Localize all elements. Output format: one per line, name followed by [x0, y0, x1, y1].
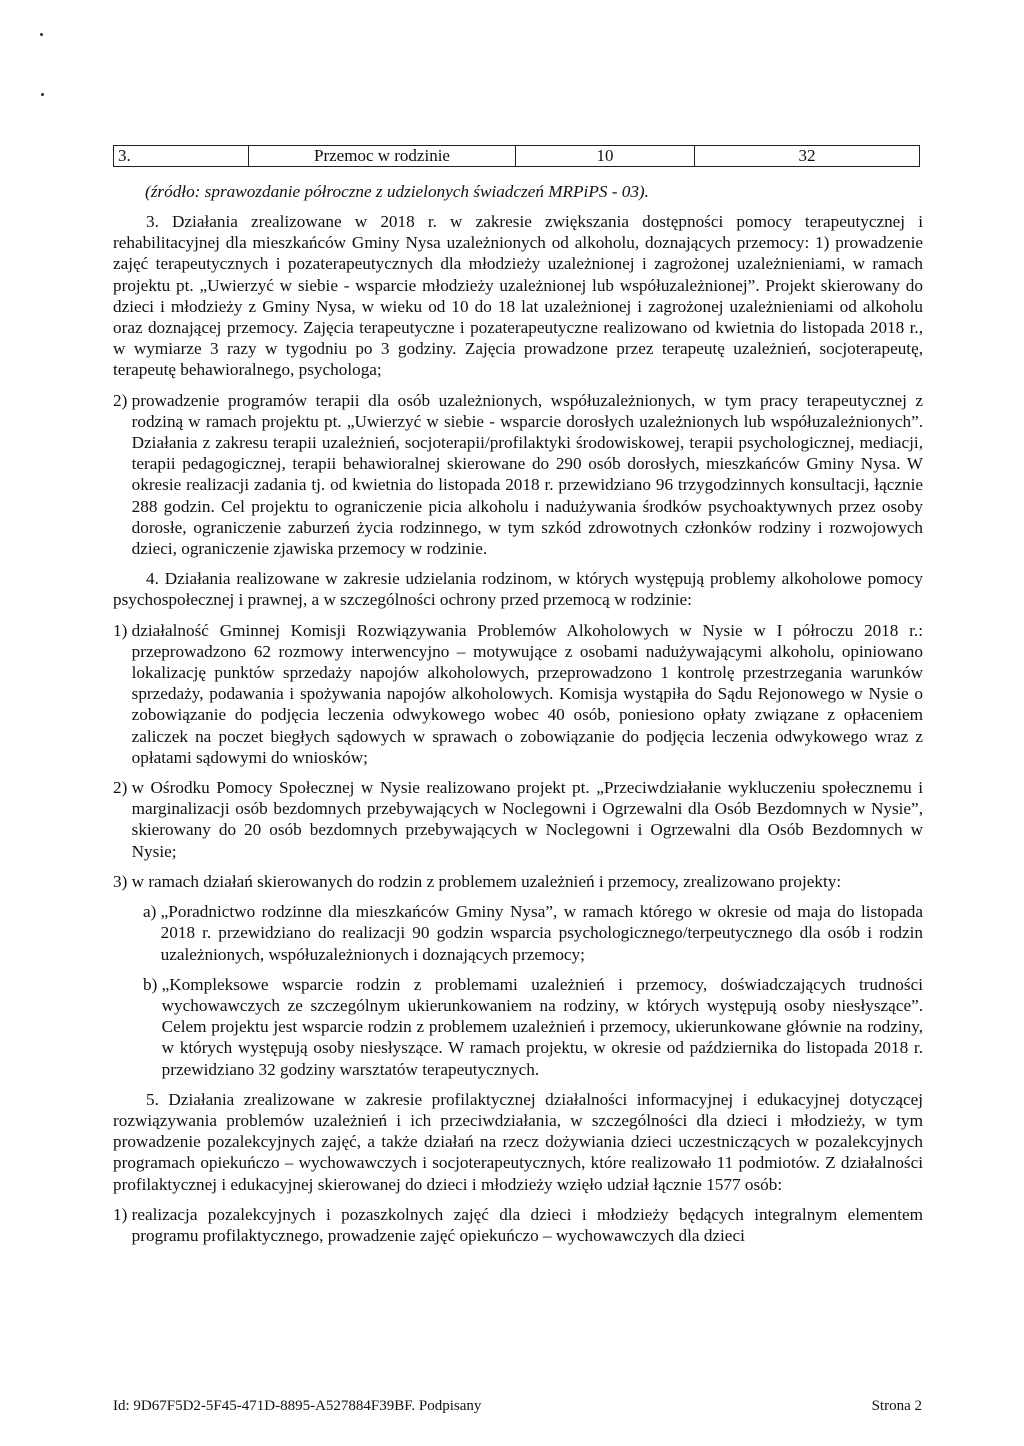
list-item	[113, 1204, 923, 1246]
list-marker: 3)	[113, 871, 132, 891]
source-note: (źródło: sprawozdanie półroczne z udzielonych świadczeń MRPiPS - 03).	[145, 182, 649, 201]
page-number: Strona 2	[871, 1398, 922, 1414]
list-marker: a)	[143, 902, 161, 922]
sub-list-item	[113, 901, 923, 965]
section-4-intro: 4. Działania realizowane w zakresie udzielania rodzinom, w których występują problemy alkoholowe pomocy psychospołecznej i prawnej, a w szczególności ochrony przed przemocą w rodzinie:	[113, 569, 923, 610]
section-5-intro: 5. Działania zrealizowane w zakresie profilaktycznej działalności informacyjnej i edukacyjnej dotyczącej rozwiązywania problemów uzależnień i ich przeciwdziałania, w szczególności dla dzieci i młodzieży, w tym prowadzenie pozalekcyjnych zajęć, a także działań na rzecz dożywiania dzieci uczestniczących w pozalekcyjnych programach opiekuńczo – wychowawczych i socjoterapeutycznych, które realizowało 11 podmiotów. Z działalności profilaktycznej i edukacyjnej skierowanej do dzieci i młodzieży wzięło udział łącznie 1577 osób:	[113, 1089, 923, 1194]
list-item-text: prowadzenie programów terapii dla osób uzależnionych, współuzależnionych, w tym pracy terapeutycznej z rodziną w ramach projektu pt. „Uwierzyć w siebie - wsparcie dorosłych uzależnionych lub współuzależnionych”. Działania z zakresu terapii uzależnień, socjoterapii/profilaktyki środowiskowej, terapii psychologicznej, mediacji, terapii pedagogicznej, terapii behawioralnej skierowane do 290 osób dorosłych, mieszkańców Gminy Nysa. W okresie realizacji zadania tj. od kwietnia do listopada 2018 r. przewidziano 96 trzygodzinnych konsultacji, łącznie 288 godzin. Cel projektu to ograniczenie picia alkoholu i nadużywania środków psychoaktywnych przez osoby dorosłe, ograniczenie zaburzeń życia rodzinnego, w tym szkód zdrowotnych członków rodziny i rozwojowych dzieci, ograniczenie zjawiska przemocy w rodzinie.	[131, 390, 923, 559]
list-item-text: „Poradnictwo rodzinne dla mieszkańców Gminy Nysa”, w ramach którego w okresie od maja do listopada 2018 r. przewidziano do realizacji 90 godzin wsparcia psychologicznego/terpeutycznego dla osób i rodzin uzależnionych, współuzależnionych i doznających przemocy;	[160, 902, 923, 964]
table-cell-value: 10	[516, 146, 695, 167]
list-item	[113, 777, 923, 862]
scan-speck	[40, 33, 43, 36]
list-marker: 2)	[113, 778, 132, 798]
list-item-text: realizacja pozalekcyjnych i pozaszkolnych zajęć dla dzieci i młodzieży będących integralnym elementem programu profilaktycznego, prowadzenie zajęć opiekuńczo – wychowawczych dla dzieci	[131, 1204, 923, 1245]
list-item-text: w ramach działań skierowanych do rodzin z problemem uzależnień i przemocy, zrealizowano projekty:	[131, 871, 842, 891]
list-marker: 2)	[113, 390, 132, 410]
list-item-text: w Ośrodku Pomocy Społecznej w Nysie realizowano projekt pt. „Przeciwdziałanie wykluczeniu społecznemu i marginalizacji osób bezdomnych przebywających w Noclegowni i Ogrzewalni dla Osób Bezdomnych w Nysie”, skierowany do 20 osób bezdomnych przebywających w Noclegowni i Ogrzewalni dla Osób Bezdomnych w Nysie;	[131, 778, 923, 861]
list-marker: b)	[143, 974, 162, 994]
list-item-text: działalność Gminnej Komisji Rozwiązywania Problemów Alkoholowych w Nysie w I półroczu 2018 r.: przeprowadzono 62 rozmowy interwencyjno – motywujące z osobami nadużywającymi alkoholu, opiniowano lokalizację punktów sprzedaży napojów alkoholowych, przeprowadzono 1 kontrolę przestrzegania warunków sprzedaży, podawania i spożywania napojów alkoholowych. Komisja wystąpiła do Sądu Rejonowego w Nysie o zobowiązanie do podjęcia leczenia odwykowego wobec 40 osób, poniesiono opłaty związane z opłaceniem zaliczek na poczet biegłych sądowych w sprawach o zobowiązanie do podjęcia leczenia odwykowego wraz z opłatami sądowymi do wniosków;	[131, 620, 923, 767]
table-cell-label: Przemoc w rodzinie	[249, 146, 516, 167]
sub-list-item	[113, 974, 923, 1080]
list-item	[113, 620, 923, 768]
document-id: Id: 9D67F5D2-5F45-471D-8895-A527884F39BF. Podpisany	[113, 1398, 482, 1414]
scan-speck	[41, 93, 44, 96]
list-item-text: „Kompleksowe wsparcie rodzin z problemami uzależnień i przemocy, doświadczających trudności wychowawczych ze szczególnym ukierunkowaniem na rodziny, w których występują osoby niesłyszące”. Celem projektu jest wsparcie rodzin z problemem uzależnień i przemocy, ukierunkowane głównie na rodziny, w których występują osoby niesłyszące. W ramach projektu, w okresie od października do listopada 2018 r. przewidziano 32 godziny warsztatów terapeutycznych.	[161, 974, 923, 1079]
section-3-intro: 3. Działania zrealizowane w 2018 r. w zakresie zwiększania dostępności pomocy terapeutycznej i rehabilitacyjnej dla mieszkańców Gminy Nysa uzależnionych od alkoholu, doznających przemocy: 1) prowadzenie zajęć terapeutycznych i pozaterapeutycznych dla młodzieży uzależnionej i zagrożonej uzależnieniami, w ramach projektu pt. „Uwierzyć w siebie - wsparcie młodzieży uzależnionej lub współuzależnionej”. Projekt skierowany do dzieci i młodzieży z Gminy Nysa, w wieku od 10 do 18 lat uzależnionej i zagrożonej uzależnieniami od alkoholu oraz doznającej przemocy. Zajęcia terapeutyczne i pozaterapeutyczne realizowano od kwietnia do listopada 2018 r., w wymiarze 3 razy w tygodniu po 3 godziny. Zajęcia prowadzone przez terapeutę uzależnień, socjoterapeutę, terapeutę behawioralnego, psychologa;	[113, 212, 923, 380]
section-3	[113, 211, 923, 1246]
list-marker: 1)	[113, 1204, 132, 1224]
table-cell-number: 3.	[114, 146, 249, 167]
list-item	[113, 871, 923, 892]
summary-table-row	[113, 145, 920, 167]
table-cell-value: 32	[695, 146, 920, 167]
list-marker: 1)	[113, 620, 132, 640]
list-item	[113, 390, 923, 560]
